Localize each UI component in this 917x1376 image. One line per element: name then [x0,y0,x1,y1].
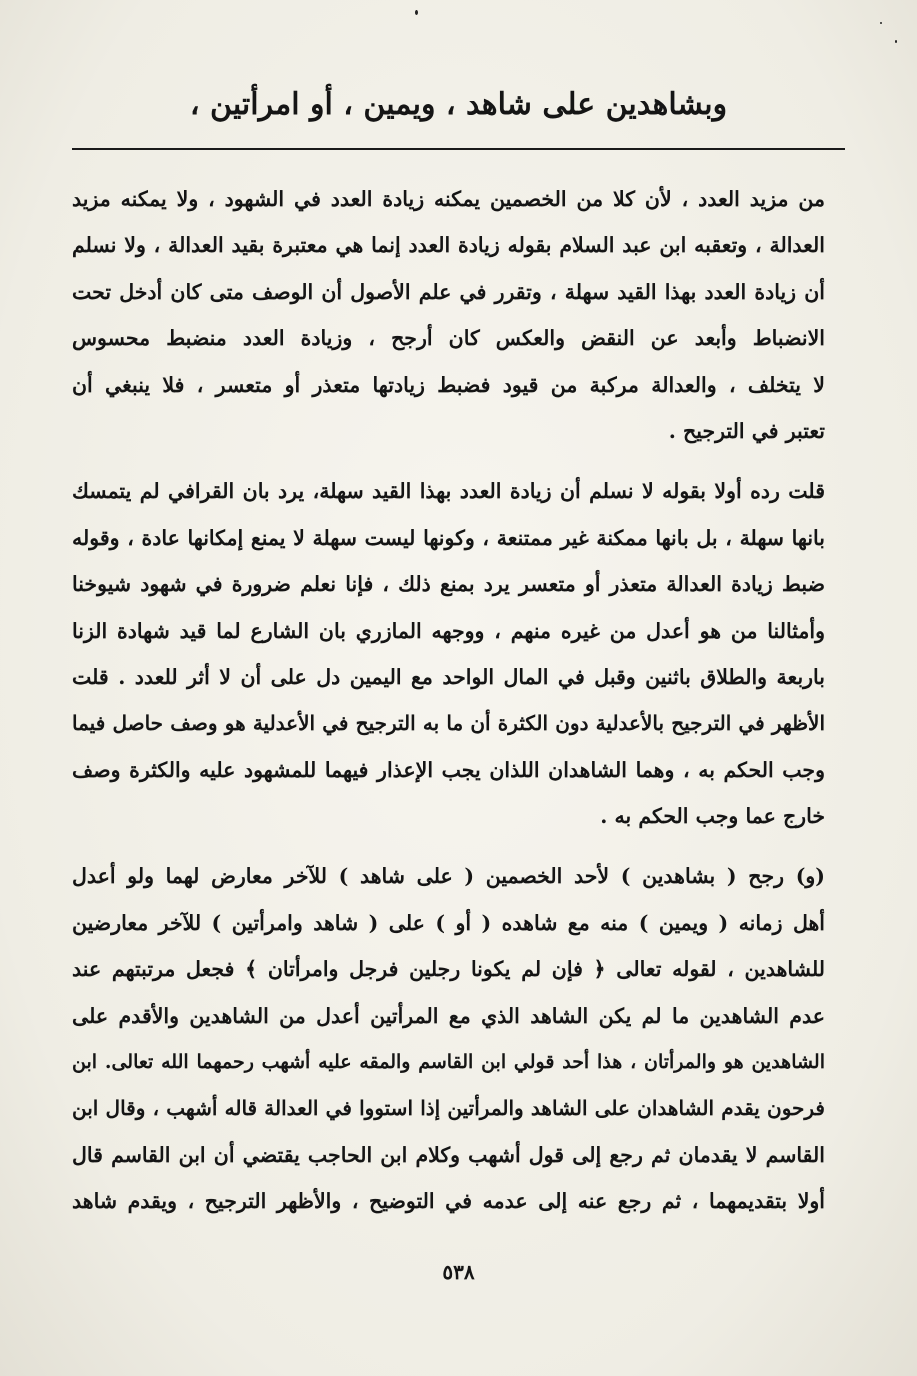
text-line: العدالة ، وتعقبه ابن عبد السلام بقوله زيادة العدد إنما هي معتبرة بقيد العدالة ، ولا نسلم [72,233,825,258]
text-line: أن زيادة العدد بهذا القيد سهلة ، وتقرر في علم الأصول أن الوصف متى كان أدخل تحت [72,279,825,304]
text-line: (و) رجح ( بشاهدين ) لأحد الخصمين ( على شاهد ) للآخر معارض لهما ولو أعدل [72,864,825,889]
scan-speck [895,40,897,43]
page-number: ٥٣٨ [442,1260,475,1284]
text-line: قلت رده أولا بقوله لا نسلم أن زيادة العدد بهذا القيد سهلة، يرد بان القرافي لم يتمسك [72,479,825,504]
text-line: ضبط زيادة العدالة متعذر أو متعسر يرد بمنع ذلك ، فإنا نعلم ضرورة في شهود شيوخنا [72,572,825,597]
text-line: الشاهدين هو والمرأتان ، هذا أحد قولي ابن القاسم والمقه عليه أشهب رحمهما الله تعالى. ابن [72,1051,825,1074]
text-line: فرحون يقدم الشاهدان على الشاهد والمرأتين إذا استووا في العدالة قاله أشهب ، وقال ابن [72,1096,825,1121]
paragraph-2 [72,468,825,839]
page-header-title: وبشاهدين على شاهد ، ويمين ، أو امرأتين ، [189,87,728,122]
text-line: باربعة والطلاق باثنين وقبل في المال الواحد مع اليمين دل على أن لا أثر للعدد . قلت [72,664,825,689]
text-line: الانضباط وأبعد عن النقض والعكس كان أرجح ، وزيادة العدد منضبط محسوس [72,326,825,351]
text-line: عدم الشاهدين ما لم يكن الشاهد الذي مع المرأتين أعدل من الشاهدين والأقدم على [72,1003,825,1028]
header-divider [72,148,845,150]
text-line: خارج عما وجب الحكم به . [600,804,825,829]
text-line: لا يتخلف ، والعدالة مركبة من قيود فضبط زيادتها متعذر أو متعسر ، فلا ينبغي أن [72,372,825,397]
paragraph-3 [72,853,825,1224]
scan-speck [415,10,418,15]
text-line: للشاهدين ، لقوله تعالى ﴿ فإن لم يكونا رجلين فرجل وامرأتان ﴾ فجعل مرتبتهم عند [72,957,825,982]
text-line: تعتبر في الترجيح . [668,418,825,443]
text-line: وأمثالنا من هو أعدل من غيره منهم ، ووجهه المازري بان الشارع لما قيد شهادة الزنا [72,618,825,643]
scan-speck [880,22,882,24]
text-line: الأظهر في الترجيح بالأعدلية دون الكثرة أن ما به الترجيح في الأعدلية هو وصف حاصل فيما [72,711,825,736]
text-line: القاسم لا يقدمان ثم رجع إلى قول أشهب وكلام ابن الحاجب يقتضي أن ابن القاسم قال [72,1142,825,1167]
paragraph-gap [72,839,825,853]
text-line: أهل زمانه ( ويمين ) منه مع شاهده ( أو ) على ( شاهد وامرأتين ) للآخر معارضين [72,910,825,935]
paragraph-gap [72,454,825,468]
text-line: بانها سهلة ، بل بانها ممكنة غير ممتنعة ، وكونها ليست سهلة لا يمنع إمكانها عادة ، وقوله [72,525,825,550]
text-line: وجب الحكم به ، وهما الشاهدان اللذان يجب الإعذار فيهما للمشهود عليه والكثرة وصف [72,757,825,782]
text-line: أولا بتقديمهما ، ثم رجع عنه إلى عدمه في التوضيح ، والأظهر الترجيح ، ويقدم شاهد [72,1189,825,1214]
text-line: من مزيد العدد ، لأن كلا من الخصمين يمكنه زيادة العدد في الشهود ، ولا يمكنه مزيد [72,187,825,211]
page-body [72,176,825,1225]
paragraph-1 [72,176,825,454]
